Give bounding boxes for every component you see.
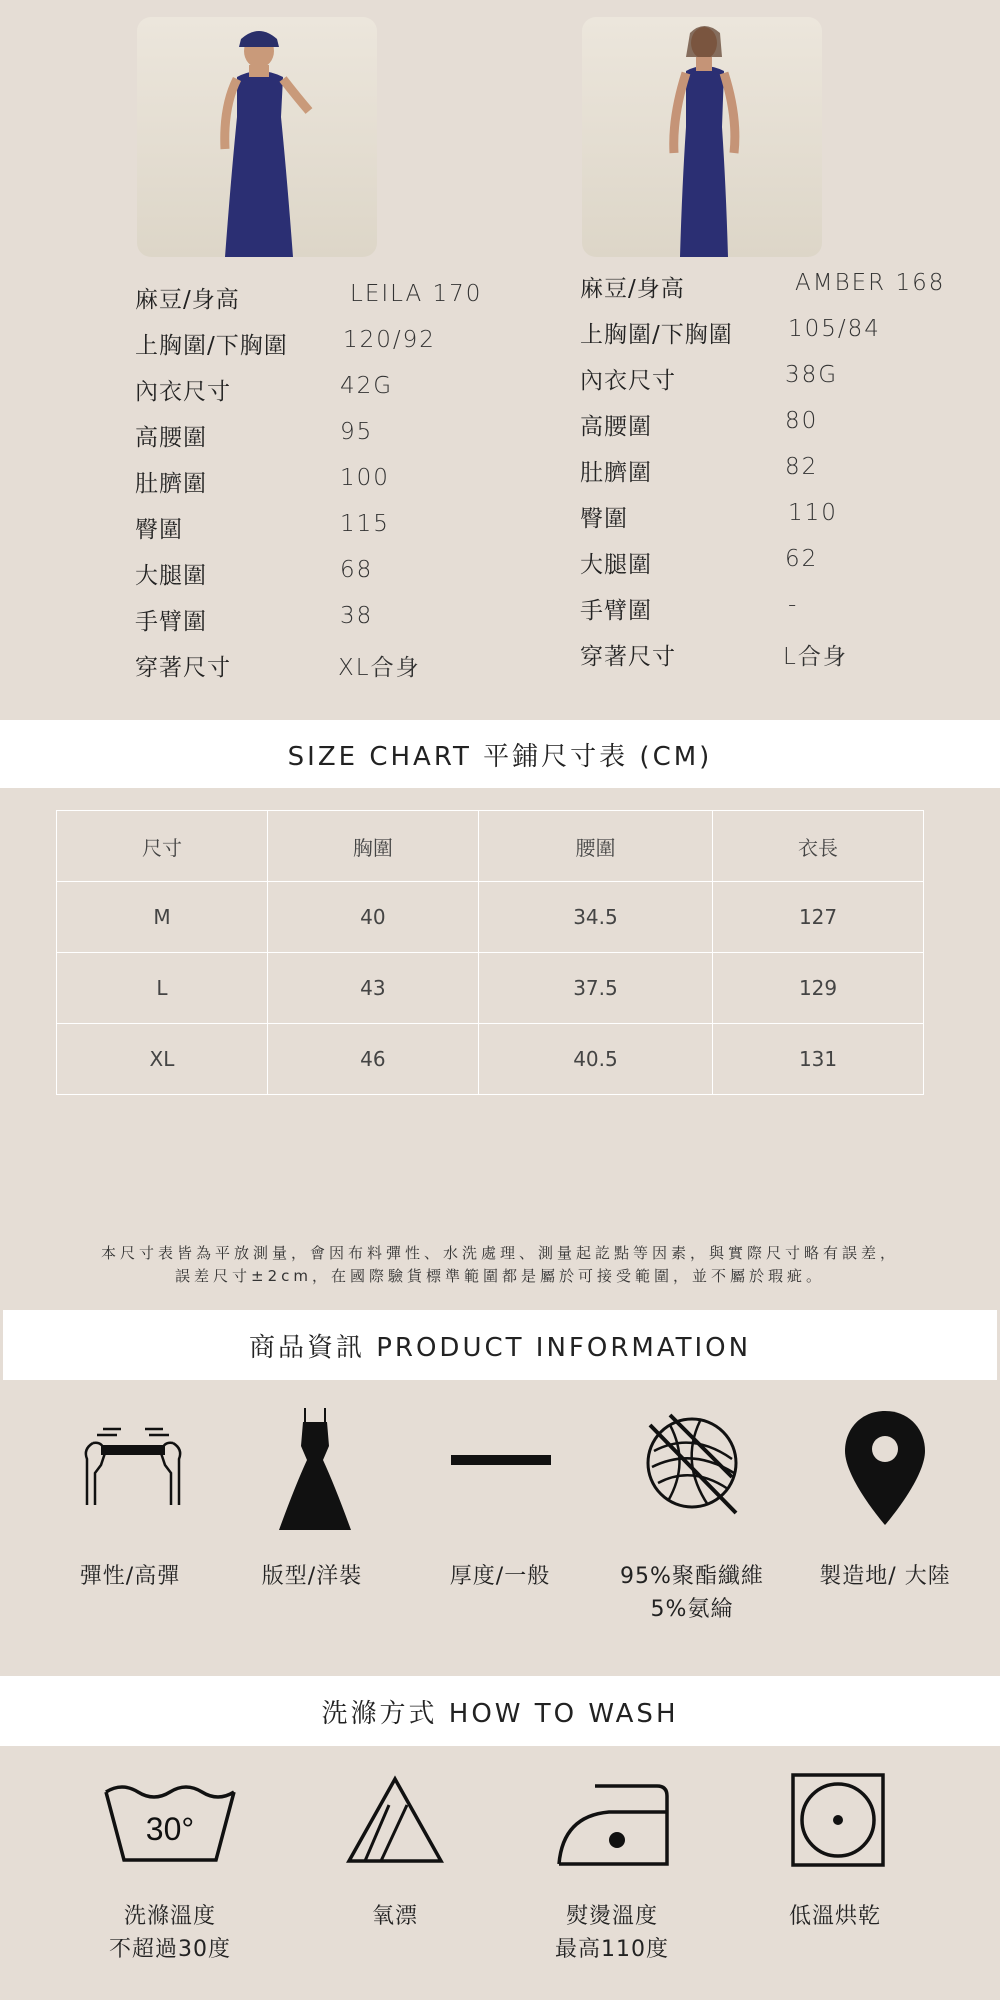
dress-icon [272, 1405, 357, 1535]
spec-value: 95 [340, 419, 374, 445]
spec-row [135, 603, 535, 649]
table-cell: XL [57, 1024, 268, 1095]
wash-title: 洗滌方式 HOW TO WASH [321, 1698, 679, 1729]
spec-value: 38 [340, 603, 374, 629]
wash-caption [305, 1900, 485, 1933]
spec-label: 臀圍 [135, 517, 183, 543]
thickness-icon [448, 1450, 553, 1470]
caption-line: 熨燙溫度 [565, 1904, 658, 1929]
spec-label: 穿著尺寸 [580, 644, 676, 670]
spec-label: 手臂圍 [580, 598, 652, 624]
table-cell: 34.5 [478, 882, 712, 953]
table-header-cell: 尺寸 [57, 811, 268, 882]
stretch-icon [70, 1410, 195, 1520]
spec-label: 上胸圍/下胸圍 [580, 322, 733, 348]
product-info-caption [410, 1560, 590, 1593]
caption-line: 最高110度 [555, 1937, 669, 1962]
spec-value: L合身 [783, 644, 848, 670]
product-info-caption [597, 1560, 787, 1626]
spec-label: 手臂圍 [135, 609, 207, 635]
spec-label: 肚臍圍 [135, 471, 207, 497]
spec-value: 42G [340, 373, 394, 399]
caption-line: 厚度/一般 [449, 1564, 551, 1589]
spec-row [580, 546, 980, 592]
size-chart-banner [0, 720, 1000, 788]
note-line: 本尺寸表皆為平放測量，會因布料彈性、水洗處理、測量起訖點等因素，與實際尺寸略有誤差， [100, 1244, 899, 1262]
spec-label: 麻豆/身高 [580, 276, 685, 302]
spec-label: 臀圍 [580, 506, 628, 532]
spec-value: XL合身 [338, 655, 421, 681]
table-row [57, 882, 924, 953]
spec-row [135, 373, 535, 419]
spec-row [580, 454, 980, 500]
table-cell: 43 [267, 953, 478, 1024]
table-cell: M [57, 882, 268, 953]
spec-row [580, 592, 980, 638]
caption-line: 洗滌溫度 [123, 1904, 216, 1929]
wash-banner [0, 1676, 1000, 1746]
spec-row [580, 500, 980, 546]
spec-label: 穿著尺寸 [135, 655, 231, 681]
measurement-note [0, 1242, 1000, 1288]
spec-row [135, 281, 535, 327]
table-row [57, 1024, 924, 1095]
model-figure [137, 17, 377, 257]
spec-row [580, 362, 980, 408]
wash-caption [745, 1900, 925, 1933]
table-cell: 37.5 [478, 953, 712, 1024]
spec-label: 大腿圍 [580, 552, 652, 578]
spec-label: 內衣尺寸 [135, 379, 231, 405]
yarn-icon [637, 1408, 752, 1523]
product-info-caption [222, 1560, 402, 1593]
spec-value: 62 [785, 546, 819, 572]
product-info-banner [3, 1310, 997, 1380]
spec-row [580, 638, 980, 684]
table-header-cell: 衣長 [713, 811, 924, 882]
spec-value: 105/84 [788, 316, 881, 342]
product-info-caption [40, 1560, 220, 1593]
wash-caption [80, 1900, 260, 1966]
spec-label: 高腰圍 [580, 414, 652, 440]
wash-caption [522, 1900, 702, 1966]
table-cell: 131 [713, 1024, 924, 1095]
spec-value: LEILA 170 [350, 281, 483, 307]
product-info-caption [795, 1560, 975, 1593]
table-cell: 40.5 [478, 1024, 712, 1095]
table-header-cell: 腰圍 [478, 811, 712, 882]
spec-value: 120/92 [343, 327, 436, 353]
spec-row [135, 465, 535, 511]
table-cell: 129 [713, 953, 924, 1024]
caption-line: 版型/洋裝 [261, 1564, 363, 1589]
spec-value: - [788, 592, 799, 618]
spec-value: 80 [785, 408, 819, 434]
table-cell: 127 [713, 882, 924, 953]
spec-row [135, 649, 535, 695]
table-header-row [57, 811, 924, 882]
size-chart-title: SIZE CHART 平鋪尺寸表 (CM) [287, 741, 713, 772]
location-icon [840, 1405, 930, 1530]
wash-temp-label: 30° [145, 1811, 195, 1847]
caption-line: 95%聚酯纖維 [620, 1564, 764, 1589]
product-info-title: 商品資訊 PRODUCT INFORMATION [248, 1332, 752, 1363]
caption-line: 不超過30度 [109, 1937, 231, 1962]
spec-value: 115 [340, 511, 390, 537]
caption-line: 5%氨綸 [650, 1597, 734, 1622]
caption-line: 彈性/高彈 [79, 1564, 181, 1589]
spec-label: 高腰圍 [135, 425, 207, 451]
table-cell: L [57, 953, 268, 1024]
spec-label: 大腿圍 [135, 563, 207, 589]
model-photo-leila [137, 17, 377, 257]
iron-icon [553, 1780, 673, 1870]
spec-label: 麻豆/身高 [135, 287, 240, 313]
spec-row [135, 557, 535, 603]
spec-row [580, 408, 980, 454]
spec-label: 上胸圍/下胸圍 [135, 333, 288, 359]
spec-value: 68 [340, 557, 374, 583]
wash-tub-icon [100, 1778, 240, 1868]
table-header-cell: 胸圍 [267, 811, 478, 882]
table-cell: 46 [267, 1024, 478, 1095]
model-photo-amber [582, 17, 822, 257]
spec-row [135, 419, 535, 465]
caption-line: 製造地/ 大陸 [819, 1564, 951, 1589]
spec-value: 38G [785, 362, 839, 388]
caption-line: 低溫烘乾 [788, 1904, 881, 1929]
spec-row [135, 327, 535, 373]
table-cell: 40 [267, 882, 478, 953]
spec-row [135, 511, 535, 557]
spec-value: AMBER 168 [795, 270, 946, 296]
note-line: 誤差尺寸±2cm，在國際驗貨標準範圍都是屬於可接受範圍，並不屬於瑕疵。 [175, 1267, 825, 1285]
table-row [57, 953, 924, 1024]
spec-value: 82 [785, 454, 819, 480]
size-chart-table [56, 810, 924, 1095]
spec-value: 100 [340, 465, 390, 491]
bleach-icon [342, 1772, 447, 1867]
spec-label: 內衣尺寸 [580, 368, 676, 394]
spec-row [580, 270, 980, 316]
model-spec-list-leila [135, 281, 535, 695]
spec-label: 肚臍圍 [580, 460, 652, 486]
model-figure [582, 17, 822, 257]
caption-line: 氧漂 [371, 1904, 418, 1929]
spec-value: 110 [788, 500, 838, 526]
tumble-dry-icon [788, 1770, 888, 1870]
spec-row [580, 316, 980, 362]
model-spec-list-amber [580, 270, 980, 684]
